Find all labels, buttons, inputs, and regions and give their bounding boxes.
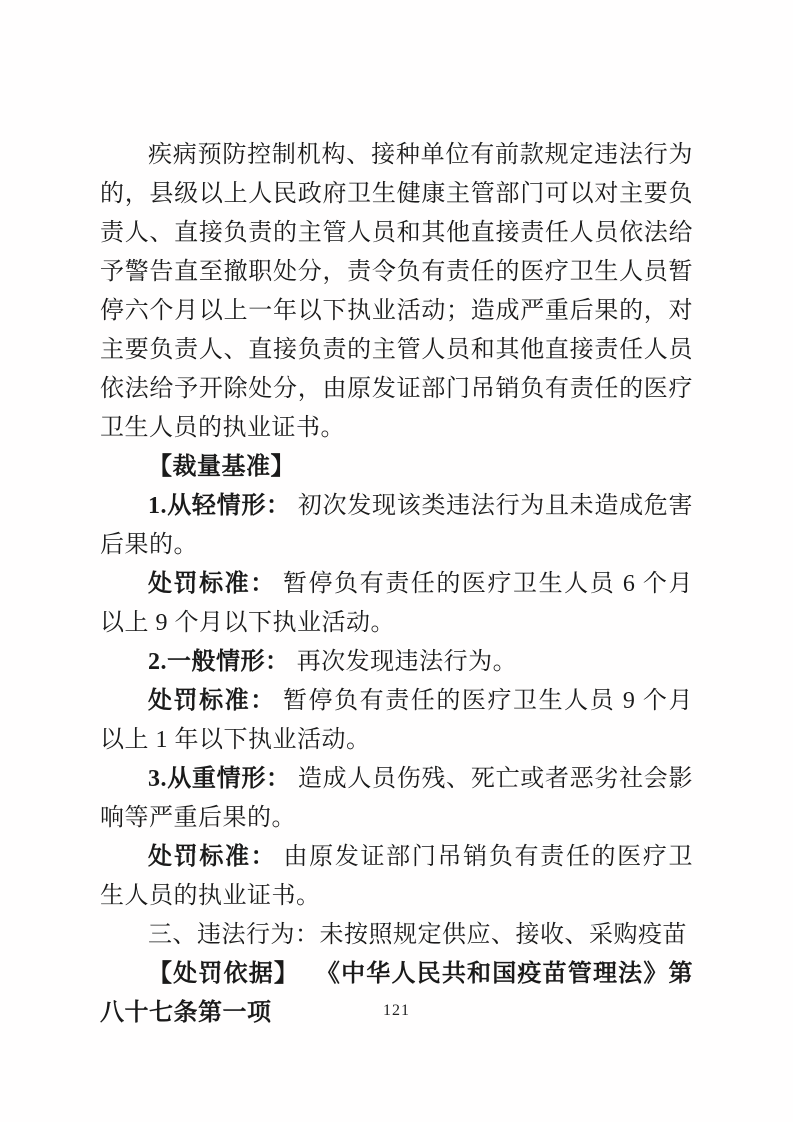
item-severe-penalty-text: 由原发证部门吊销负有责任的医疗卫生人员的执业证书。: [100, 844, 693, 909]
heading-discretion-criteria: 【裁量基准】: [148, 454, 295, 480]
item-general-penalty-label: 处罚标准：: [148, 688, 276, 714]
item-penalty-basis-text: 《中华人民共和国疫苗管理法》第八十七条第一项: [100, 961, 694, 1026]
item-lenient-circumstance-label: 1.从轻情形：: [148, 493, 291, 519]
item-lenient-circumstance: [100, 487, 693, 565]
item-general-circumstance: [100, 643, 693, 682]
document-body: [100, 136, 693, 1033]
page-number: 121: [383, 1002, 410, 1019]
page-footer: [0, 1000, 793, 1022]
item-general-penalty-standard: [100, 682, 693, 760]
item-lenient-penalty-standard: [100, 565, 693, 643]
item-severe-circumstance: [100, 760, 693, 838]
item-violation-3-title: 三、违法行为：未按照规定供应、接收、采购疫苗: [148, 922, 687, 948]
item-lenient-circumstance-text: 初次发现该类违法行为且未造成危害后果的。: [100, 493, 694, 558]
item-lenient-penalty-label: 处罚标准：: [148, 571, 276, 597]
item-lenient-penalty-text: 暂停负有责任的医疗卫生人员 6 个月以上 9 个月以下执业活动。: [100, 571, 693, 636]
item-severe-circumstance-label: 3.从重情形：: [148, 766, 291, 792]
item-general-circumstance-text: 再次发现违法行为。: [296, 649, 518, 675]
item-general-circumstance-label: 2.一般情形：: [148, 649, 290, 675]
item-general-penalty-text: 暂停负有责任的医疗卫生人员 9 个月以上 1 年以下执业活动。: [100, 688, 693, 753]
item-penalty-basis-label: 【处罚依据】: [148, 961, 300, 987]
paragraph-penalty-provision: 疾病预防控制机构、接种单位有前款规定违法行为的，县级以上人民政府卫生健康主管部门可以对主要负责人、直接负责的主管人员和其他直接责任人员依法给予警告直至撤职处分，责令负有责任的医疗卫生人员暂停六个月以上一年以下执业活动；造成严重后果的，对主要负责人、直接负责的主管人员和其他直接责任人员依法给予开除处分，由原发证部门吊销负有责任的医疗卫生人员的执业证书。: [100, 142, 693, 441]
item-severe-penalty-standard: [100, 838, 693, 916]
item-severe-penalty-label: 处罚标准：: [148, 844, 277, 870]
item-severe-circumstance-text: 造成人员伤残、死亡或者恶劣社会影响等严重后果的。: [100, 766, 694, 831]
